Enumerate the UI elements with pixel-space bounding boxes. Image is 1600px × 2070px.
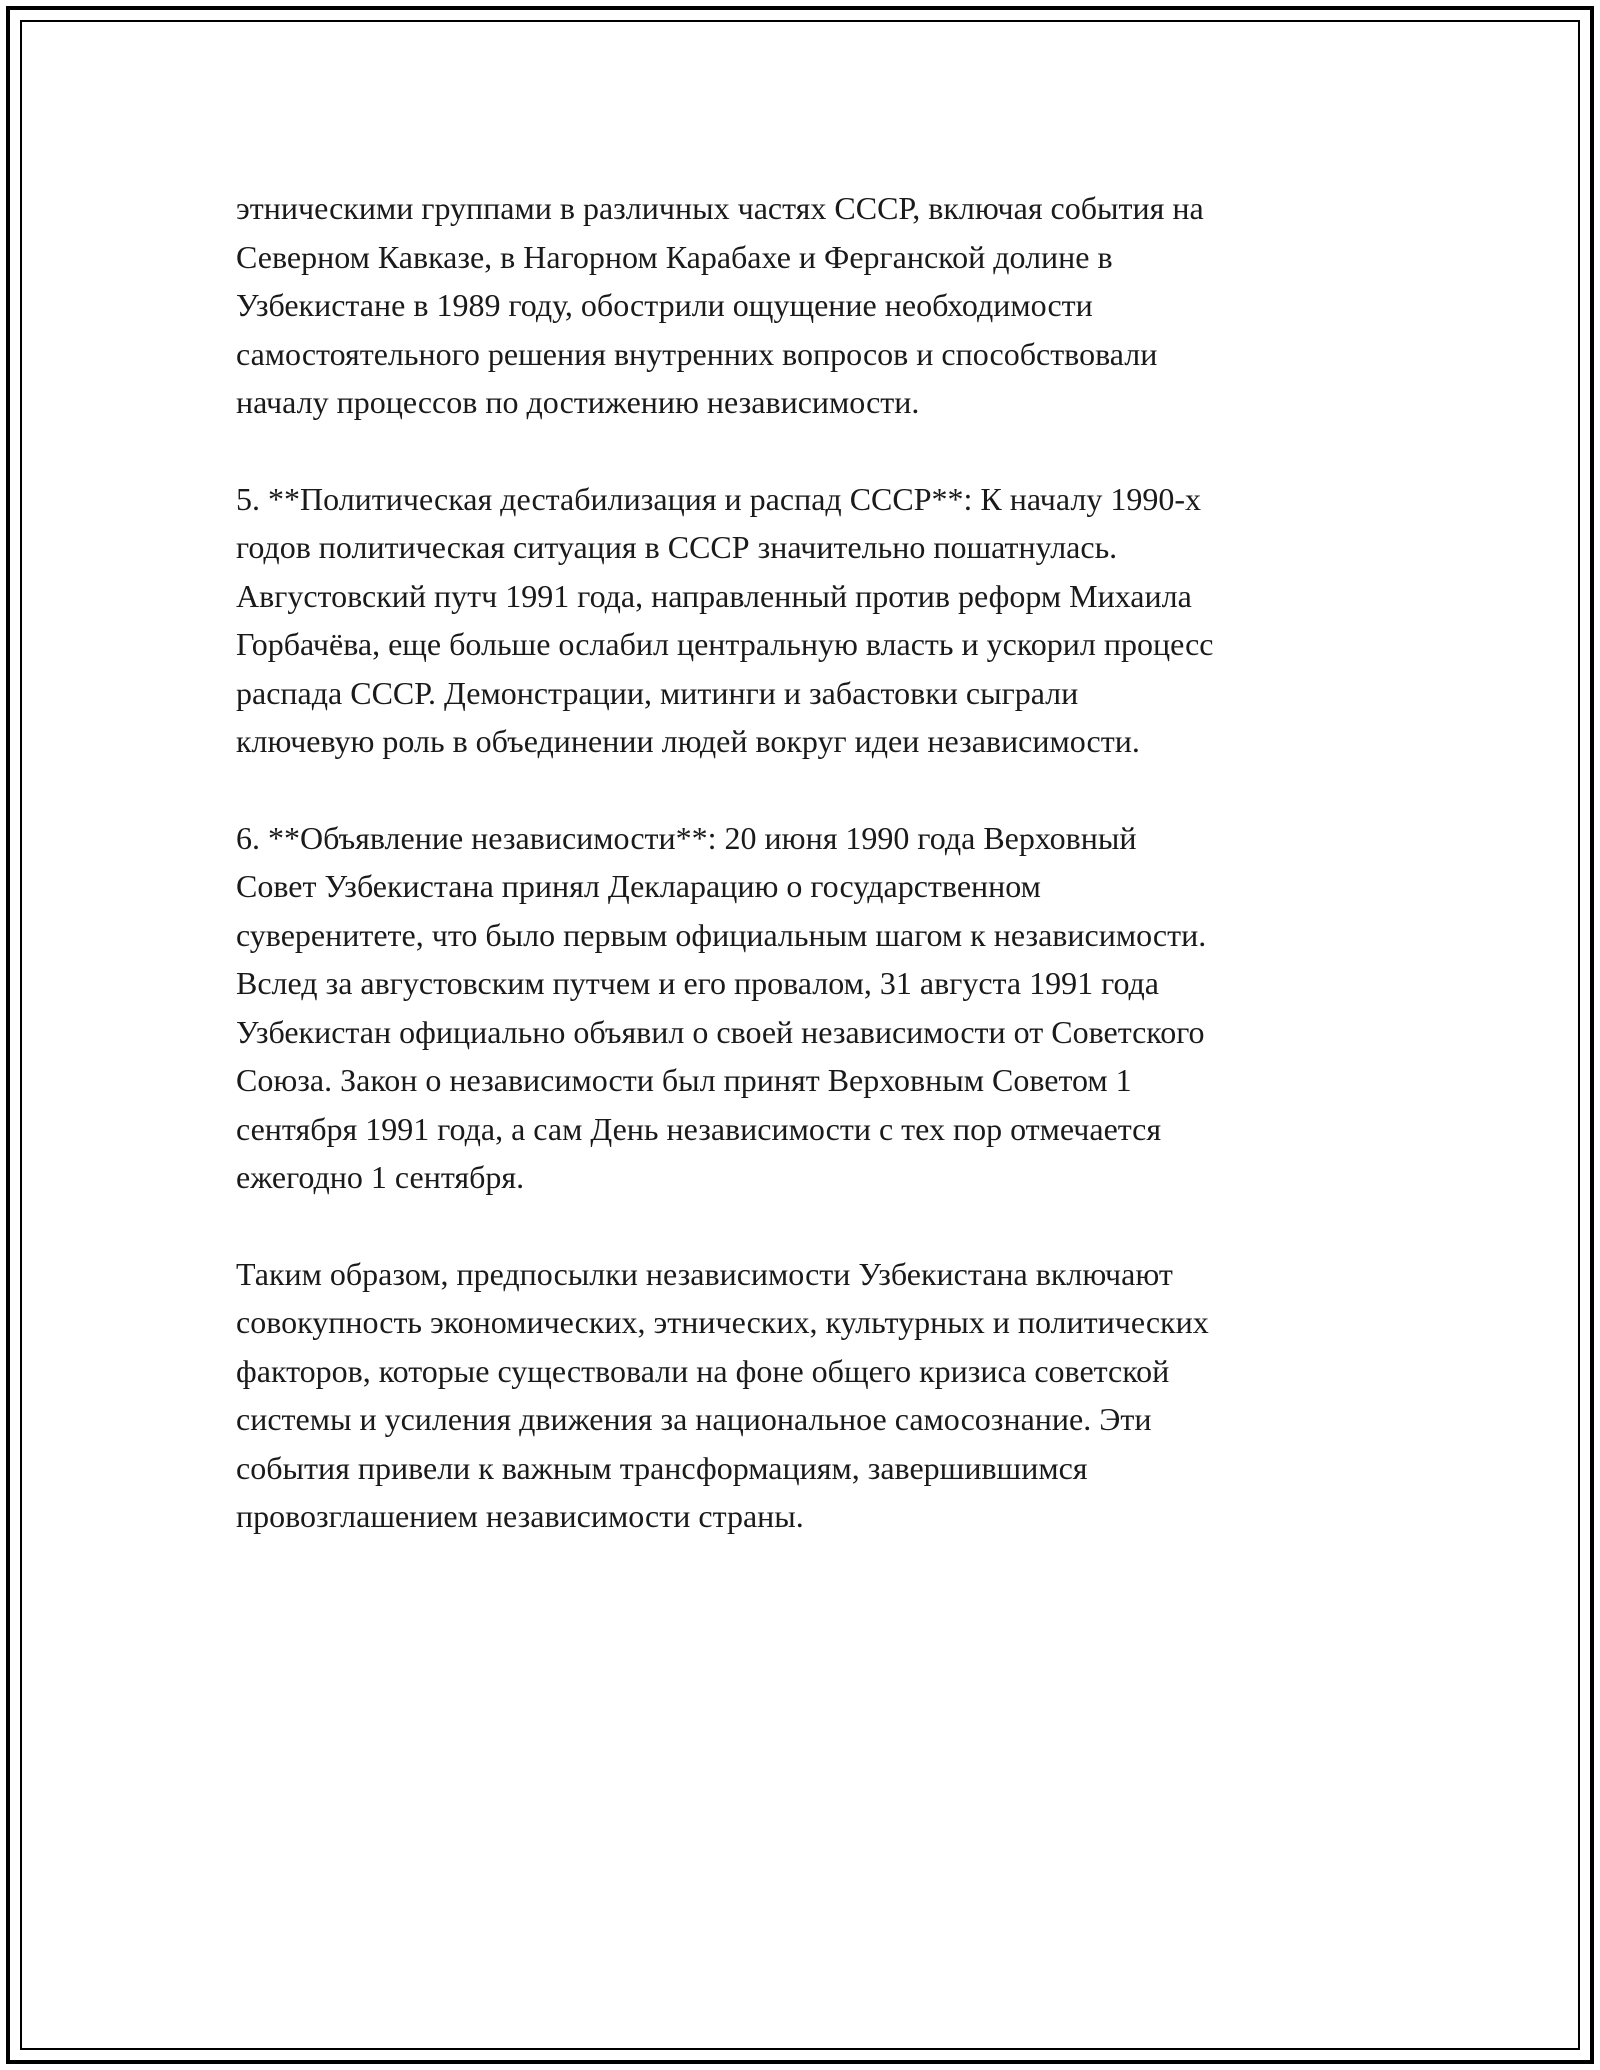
paragraph-independence-declaration: 6. **Объявление независимости**: 20 июня 1990 года Верховный Совет Узбекистана принял Декларацию о государственном суверенитете, что было первым официальным шагом к независимости. Вслед за августовским путчем и его провалом, 31 августа 1991 года Узбекистан официально объявил о своей независимости от Советского Союза. Закон о независимости был принят Верховным Советом 1 сентября 1991 года, а сам День независимости с тех пор отмечается ежегодно 1 сентября. — [236, 819, 1207, 1195]
paragraph-conclusion: Таким образом, предпосылки независимости Узбекистана включают совокупность экономических, этнических, культурных и политических факторов, которые существовали на фоне общего кризиса советской системы и усиления движения за национальное самосознание. Эти события привели к важным трансформациям, завершившимся провозглашением независимости страны. — [236, 1255, 1209, 1534]
document-body — [236, 184, 1376, 1589]
paragraph-political-destabilization: 5. **Политическая дестабилизация и распад СССР**: К началу 1990-х годов политическая ситуация в СССР значительно пошатнулась. Августовский путч 1991 года, направленный против реформ Михаила Горбачёва, еще больше ослабил центральную власть и ускорил процесс распада СССР. Демонстрации, митинги и забастовки сыграли ключевую роль в объединении людей вокруг идеи независимости. — [236, 480, 1214, 759]
paragraph-ethnic-conflicts: этническими группами в различных частях СССР, включая события на Северном Кавказе, в Нагорном Карабахе и Ферганской долине в Узбекистане в 1989 году, обострили ощущение необходимости самостоятельного решения внутренних вопросов и способствовали началу процессов по достижению независимости. — [236, 190, 1204, 420]
